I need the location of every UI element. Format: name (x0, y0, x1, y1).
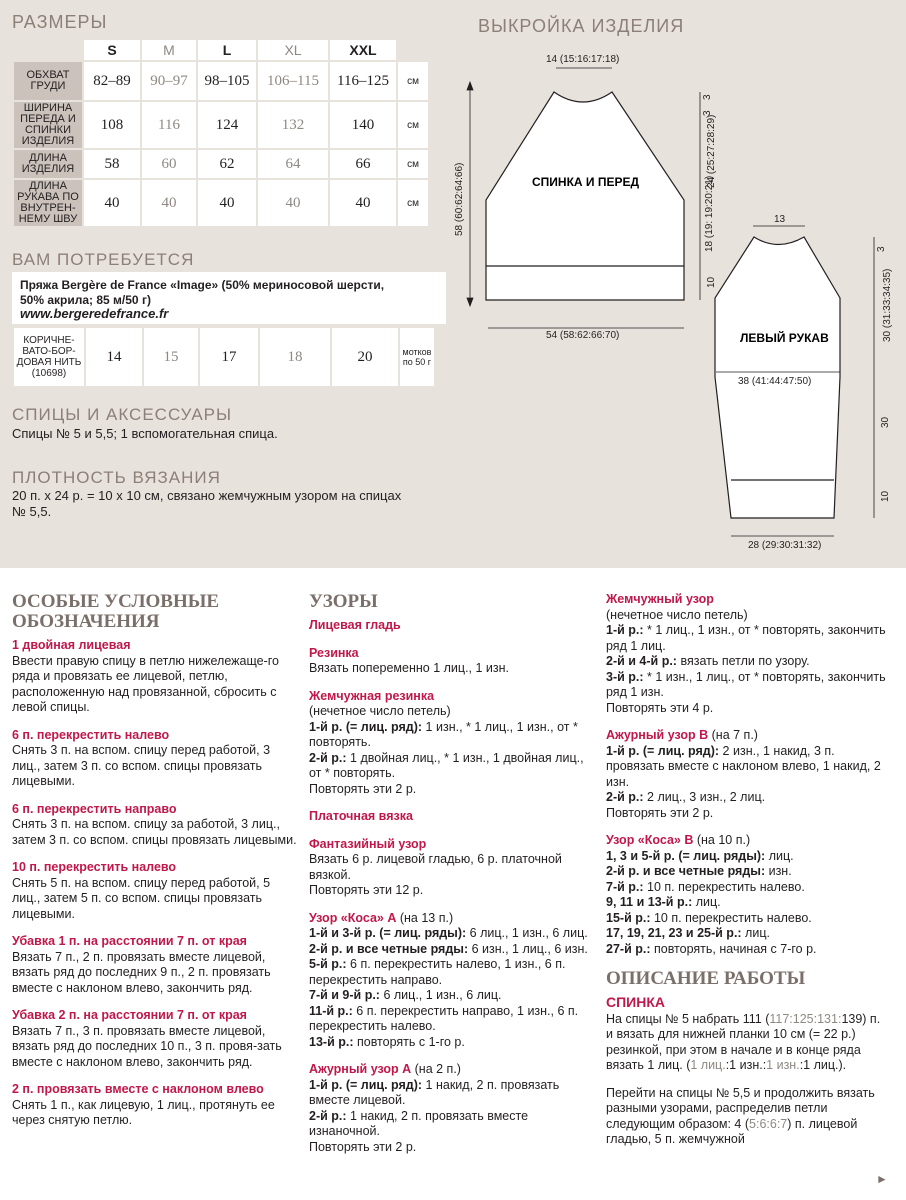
yarn-box (12, 272, 446, 324)
size-value: 40 (142, 180, 196, 226)
legend-item: Убавка 1 п. на расстоянии 7 п. от края Вязать 7 п., 2 п. провязать вместе лицевой, вязать ряд до последних 9 п., 2 п. провязать вместе с наклоном влево, закончить ряд. (12, 934, 271, 995)
pattern-item: Жемчужная резинка (нечетное число петель) 1-й р. (= лиц. ряд): 1 изн., * 1 лиц., 1 изн., от * повторять. 2-й р.: 1 двойная лиц., * 1 изн., 1 двойная лиц., от * повторять. Повторять эти 2 р. (309, 688, 584, 796)
width-dim: 54 (58:62:66:70) (546, 330, 620, 341)
size-value: 116–125 (330, 62, 396, 100)
yarn-qty: 18 (260, 328, 330, 386)
legend-item: Убавка 2 п. на расстоянии 7 п. от края Вязать 7 п., 3 п. провязать вместе лицевой, вязать ряд до последних 10 п., 3 п. провя-зать вместе с наклоном влево, закончить ряд. (12, 1008, 282, 1069)
patterns-title: УЗОРЫ (309, 591, 378, 612)
size-value: 82–89 (84, 62, 140, 100)
description-title: ОПИСАНИЕ РАБОТЫ (606, 968, 806, 989)
pattern-item: Ажурный узор В (на 7 п.) 1-й р. (= лиц. ряд): 2 изн., 1 накид, 3 п. провязать вместе с наклоном влево, 1 накид, 2 изн. 2-й р.: 2 лиц., 3 изн., 2 лиц. Повторять эти 2 р. (606, 728, 881, 820)
size-header: XXL (330, 40, 396, 60)
size-header: L (198, 40, 256, 60)
yarn-url[interactable]: www.bergeredefrance.fr (20, 306, 169, 321)
materials-title: ВАМ ПОТРЕБУЕТСЯ (12, 250, 195, 269)
legend-title: ОСОБЫЕ УСЛОВНЫЕ ОБОЗНАЧЕНИЯ (12, 591, 220, 632)
sleeve-rib-dim: 10 (880, 490, 891, 502)
raglan-dim: 24 (25:27:28:29) (706, 114, 717, 188)
pattern-item: Узор «Коса» В (на 10 п.) 1, 3 и 5-й р. (= лиц. ряды): лиц. 2-й р. и все четные ряды: изн. 7-й р.: 10 п. перекрестить налево. 9, 11 и 13-й р.: лиц. 15-й р.: 10 п. перекрестить налево. 17, 19, 21, 23 и 25-й р.: лиц. 27-й р.: повторять, начиная с 7-го р. (606, 833, 817, 956)
size-value: 62 (198, 150, 256, 178)
next-page-arrow-icon[interactable]: ► (876, 1172, 888, 1186)
body-label: СПИНКА И ПЕРЕД (532, 175, 640, 189)
size-value: 116 (142, 102, 196, 148)
column-description (606, 592, 888, 1160)
needles-text: Спицы № 5 и 5,5; 1 вспомогательная спица. (12, 426, 278, 441)
neck-dim: 14 (15:16:17:18) (546, 54, 620, 65)
size-value: 66 (330, 150, 396, 178)
size-value: 64 (258, 150, 328, 178)
sizes-table (12, 38, 430, 228)
unit-label: см (398, 62, 428, 100)
size-value: 40 (198, 180, 256, 226)
size-value: 124 (198, 102, 256, 148)
back-section-continued: Перейти на спицы № 5,5 и продолжить вязать разными узорами, распределив петли следующим образом: 4 (5:6:6:7) п. лицевой гладью, 5 п. жемчужной (606, 1085, 875, 1146)
yarn-qty: 17 (200, 328, 258, 386)
rib-dim: 10 (706, 276, 717, 288)
pattern-item: Платочная вязка (309, 809, 413, 823)
sleeve-top-height-dim: 3 (876, 246, 887, 252)
yarn-unit: мотков по 50 г (400, 328, 434, 386)
size-header: S (84, 40, 140, 60)
gauge-title: ПЛОТНОСТЬ ВЯЗАНИЯ (12, 468, 221, 487)
legend-item: 6 п. перекрестить направо Снять 3 п. на вспом. спицу за работой, 3 лиц., затем 3 п. со вспом. спицы провязать лицевыми. (12, 801, 297, 847)
legend-item: 10 п. перекрестить налево Снять 5 п. на вспом. спицу перед работой, 5 лиц., затем 5 п. со вспом. спицы провязать лицевыми. (12, 860, 271, 921)
gauge-text: 20 п. х 24 р. = 10 х 10 см, связано жемчужным узором на спицах № 5,5. (12, 488, 402, 519)
pattern-item: Узор «Коса» А (на 13 п.) 1-й и 3-й р. (= лиц. ряды): 6 лиц., 1 изн., 6 лиц. 2-й р. и все четные ряды: 6 изн., 1 лиц., 6 изн. 5-й р.: 6 п. перекрестить налево, 1 изн., 6 п. перекрестить направо. 7-й и 9-й р.: 6 лиц., 1 изн., 6 лиц. 11-й р.: 6 п. перекрестить направо, 1 изн., 6 п. перекрестить налево. 13-й р.: повторять с 1-го р. (309, 910, 588, 1049)
size-value: 106–115 (258, 62, 328, 100)
pattern-item: Ажурный узор А (на 2 п.) 1-й р. (= лиц. ряд): 1 накид, 2 п. провязать вместе лицевой. 2-й р.: 1 накид, 2 п. провязать вместе изнаночной. Повторять эти 2 р. (309, 1062, 560, 1154)
size-value: 90–97 (142, 62, 196, 100)
size-value: 140 (330, 102, 396, 148)
sleeve-raglan-dim: 30 (31:33:34:35) (882, 268, 893, 342)
sizes-title: РАЗМЕРЫ (12, 12, 108, 32)
column-patterns (309, 592, 589, 1167)
schematic-diagram (448, 40, 906, 568)
unit-label: см (398, 102, 428, 148)
yarn-table (12, 326, 436, 388)
pattern-item: Резинка Вязать попеременно 1 лиц., 1 изн. (309, 645, 509, 675)
sleeve-width-dim: 38 (41:44:47:50) (738, 376, 812, 387)
sleeve-label: ЛЕВЫЙ РУКАВ (740, 331, 829, 345)
unit-label: см (398, 150, 428, 178)
size-header: M (142, 40, 196, 60)
size-value: 40 (258, 180, 328, 226)
sleeve-top-dim: 13 (774, 214, 786, 225)
yarn-color-label: КОРИЧНЕ-ВАТО-БОР-ДОВАЯ НИТЬ (10698) (14, 328, 84, 386)
total-length-dim: 58 (60:62:64:66) (454, 162, 465, 236)
row-label: ОБХВАТ ГРУДИ (14, 62, 82, 100)
pattern-item: Лицевая гладь (309, 618, 401, 632)
size-value: 40 (84, 180, 140, 226)
size-header: XL (258, 40, 328, 60)
legend-item: 6 п. перекрестить налево Снять 3 п. на вспом. спицу перед работой, 3 лиц., затем 3 п. со вспом. спицы провязать лицевыми. (12, 727, 271, 788)
body-piece (486, 92, 684, 300)
pattern-item: Жемчужный узор (нечетное число петель) 1-й р.: * 1 лиц., 1 изн., от * повторять, закончить ряд 1 лиц. 2-й и 4-й р.: вязать петли по узору. 3-й р.: * 1 изн., 1 лиц., от * повторять, закончить ряд 1 изн. Повторять эти 4 р. (606, 592, 886, 715)
neck-depth-2: 3 (702, 110, 713, 116)
back-section: СПИНКА На спицы № 5 набрать 111 (117:125:131:139) п. и вязать для нижней планки 10 см (= 22 р.) резинкой, при этом в начале и в конце ряда вязать 1 лиц. (1 лиц.:1 изн.:1 изн.:1 лиц.). (606, 994, 881, 1072)
row-label: ДЛИНА РУКАВА ПО ВНУТРЕН-НЕМУ ШВУ (14, 180, 82, 226)
unit-label: см (398, 180, 428, 226)
needles-title: СПИЦЫ И АКСЕССУАРЫ (12, 405, 233, 424)
size-value: 58 (84, 150, 140, 178)
yarn-qty: 20 (332, 328, 398, 386)
row-label: ШИРИНА ПЕРЕДА И СПИНКИ ИЗДЕЛИЯ (14, 102, 82, 148)
schematic-title: ВЫКРОЙКА ИЗДЕЛИЯ (478, 16, 685, 36)
yarn-description: Пряжа Bergère de France «Image» (50% мериносовой шерсти, 50% акрила; 85 м/50 г) (20, 278, 385, 307)
size-value: 60 (142, 150, 196, 178)
legend-item: 1 двойная лицевая Ввести правую спицу в петлю нижележаще-го ряда и провязать ее лицевой, петлю, расположенную над провязанной, сбросить с левой спицы. (12, 638, 279, 714)
size-value: 132 (258, 102, 328, 148)
size-value: 40 (330, 180, 396, 226)
column-legend (12, 592, 297, 1141)
side-dim: 18 (19: 19:20:21) (704, 175, 715, 252)
legend-item: 2 п. провязать вместе с наклоном влево Снять 1 п., как лицевую, 1 лиц., протянуть ее через снятую петлю. (12, 1082, 275, 1127)
row-label: ДЛИНА ИЗДЕЛИЯ (14, 150, 82, 178)
neck-depth-1: 3 (702, 94, 713, 100)
size-value: 108 (84, 102, 140, 148)
pattern-item: Фантазийный узор Вязать 6 р. лицевой гладью, 6 р. платочной вязкой. Повторять эти 12 р. (309, 836, 562, 897)
yarn-qty: 14 (86, 328, 142, 386)
size-value: 98–105 (198, 62, 256, 100)
cuff-dim: 28 (29:30:31:32) (748, 540, 822, 551)
yarn-qty: 15 (144, 328, 198, 386)
sleeve-length-dim: 30 (880, 416, 891, 428)
